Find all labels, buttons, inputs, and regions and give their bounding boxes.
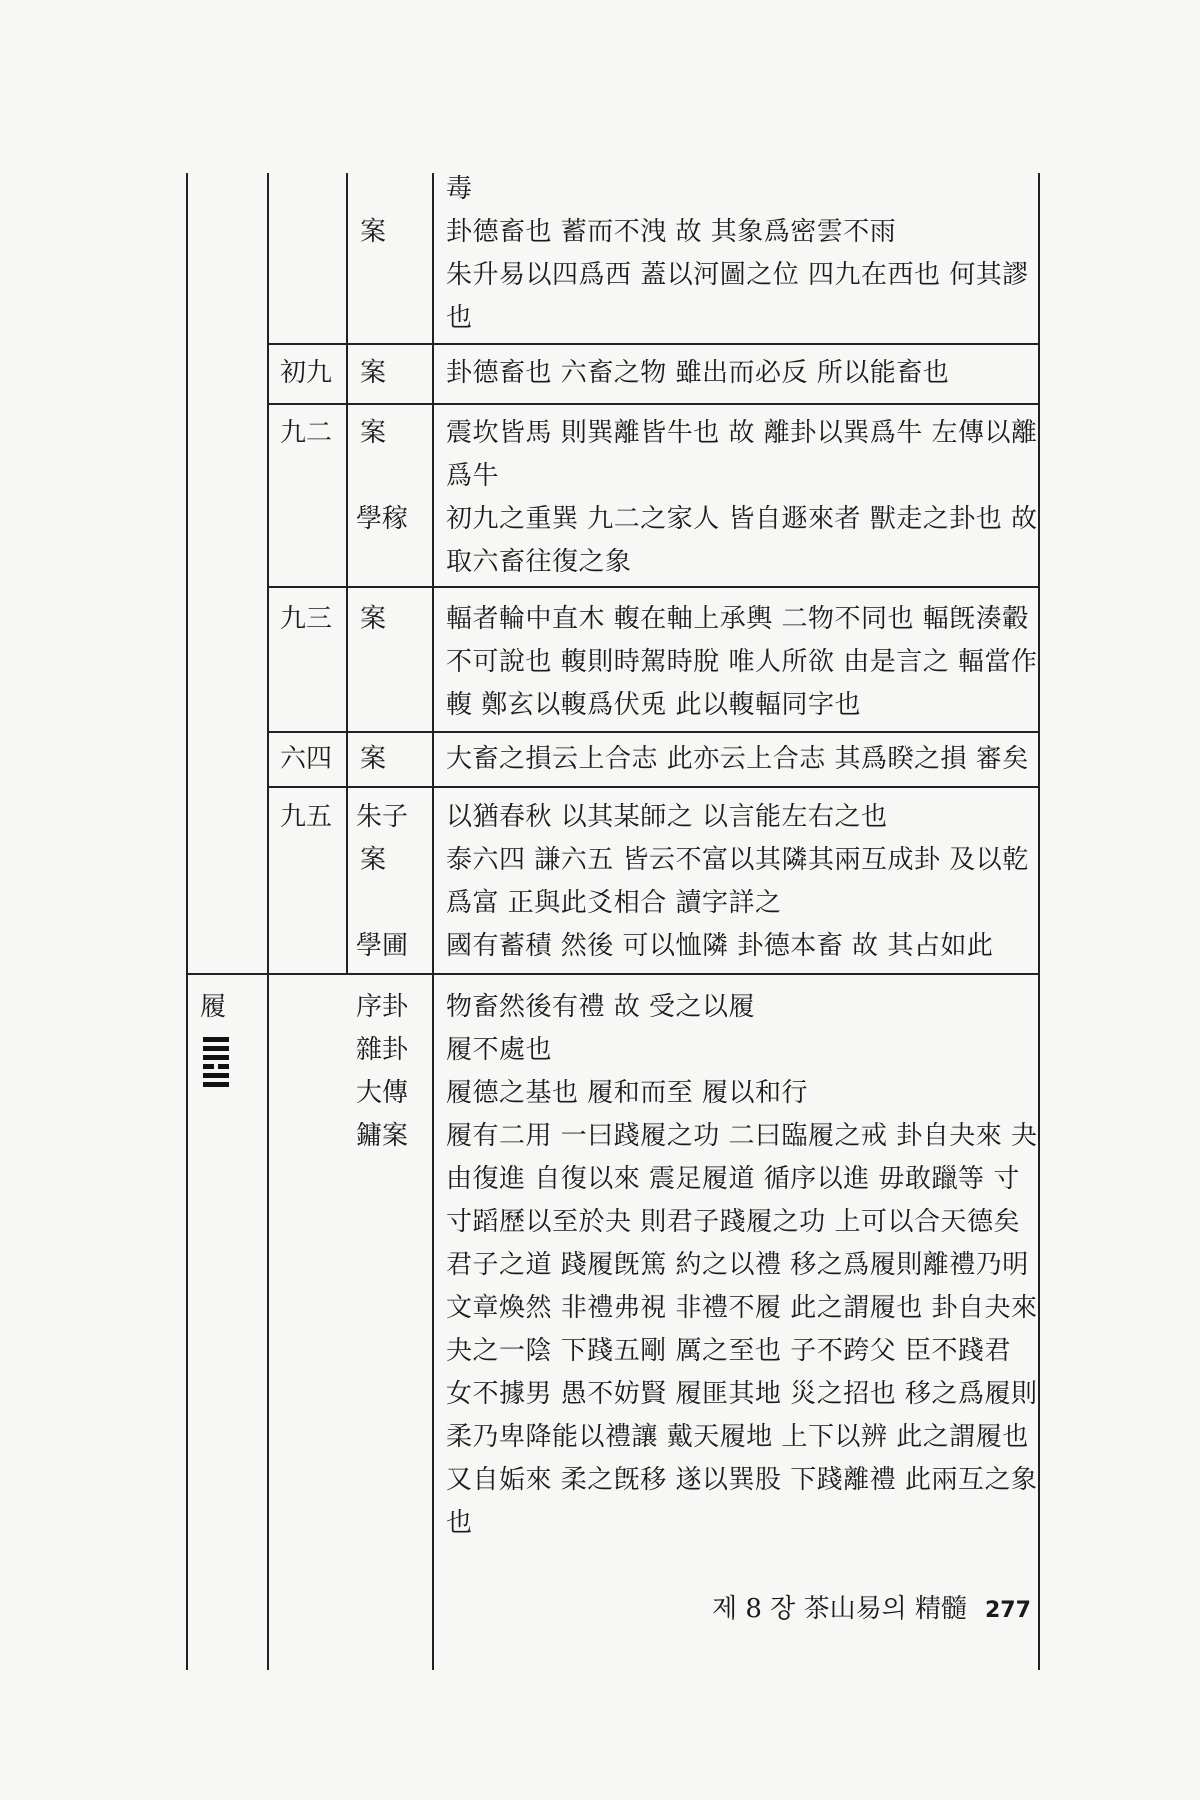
rule-row-2	[267, 403, 1040, 405]
text-line: 爲牛	[446, 461, 500, 491]
hexagram-line	[203, 1082, 229, 1087]
tag-cell: 學圃	[356, 931, 409, 961]
tag-cell: 案	[360, 418, 387, 448]
text-line: 柔乃卑降能以禮讓 戴天履地 上下以辨 此之謂履也	[446, 1422, 1029, 1452]
text-line: 物畜然後有禮 故 受之以履	[446, 992, 756, 1022]
rule-row-5	[267, 786, 1040, 788]
rule-right-outer	[1038, 173, 1040, 1670]
hexagram-line	[203, 1046, 229, 1051]
hexagram-line	[203, 1073, 229, 1078]
text-line: 毒	[446, 174, 473, 204]
page-number: 277	[984, 1598, 1031, 1623]
tag-cell: 學稼	[356, 504, 409, 534]
tag-cell: 案	[360, 744, 387, 774]
text-line: 泰六四 謙六五 皆云不富以其隣其兩互成卦 及以乾	[446, 845, 1029, 875]
hexagram-line	[203, 1055, 229, 1060]
tag-cell: 大傳	[356, 1078, 409, 1108]
text-line: 君子之道 踐履旣篤 約之以禮 移之爲履則離禮乃明	[446, 1250, 1029, 1280]
line-position-label: 九二	[280, 418, 333, 448]
line-position-label: 初九	[280, 358, 333, 388]
text-line: 又自姤來 柔之旣移 遂以巽股 下踐離禮 此兩互之象	[446, 1465, 1038, 1495]
line-position-label: 九五	[280, 802, 333, 832]
rule-row-6	[186, 973, 1040, 975]
text-line: 初九之重巽 九二之家人 皆自遯來者 獸走之卦也 故	[446, 504, 1038, 534]
text-line: 國有蓄積 然後 可以恤隣 卦德本畜 故 其占如此	[446, 931, 994, 961]
tag-cell: 鏞案	[356, 1121, 409, 1151]
text-line: 爲富 正與此爻相合 讀字詳之	[446, 888, 782, 918]
text-line: 履不處也	[446, 1035, 553, 1065]
hexagram-line	[203, 1064, 229, 1069]
text-line: 也	[446, 1508, 473, 1538]
text-line: 輻者輪中直木 輹在軸上承輿 二物不同也 輻旣湊轂	[446, 604, 1029, 634]
page-footer	[712, 1588, 1031, 1625]
rule-text-column	[432, 173, 434, 1670]
line-position-label: 九三	[280, 604, 333, 634]
rule-row-4	[267, 731, 1040, 733]
line-position-label: 六四	[280, 744, 333, 774]
text-line: 履德之基也 履和而至 履以和行	[446, 1078, 809, 1108]
rule-row-1	[267, 343, 1040, 345]
text-line: 也	[446, 303, 473, 333]
hexagram-name: 履	[200, 992, 227, 1022]
text-line: 卦德畜也 六畜之物 雖出而必反 所以能畜也	[446, 358, 950, 388]
text-line: 寸蹈歷以至於夬 則君子踐履之功 上可以合天德矣	[446, 1207, 1021, 1237]
rule-left-outer	[186, 173, 188, 1670]
text-line: 文章煥然 非禮弗視 非禮不履 此之謂履也 卦自夬來	[446, 1293, 1038, 1323]
rule-tag-column	[346, 173, 348, 975]
tag-cell: 案	[360, 217, 387, 247]
text-line: 輹 鄭玄以輹爲伏兎 此以輹輻同字也	[446, 690, 862, 720]
text-line: 由復進 自復以來 震足履道 循序以進 毋敢躐等 寸	[446, 1164, 1020, 1194]
tag-cell: 案	[360, 845, 387, 875]
tag-cell: 案	[360, 358, 387, 388]
text-line: 朱升易以四爲西 蓋以河圖之位 四九在西也 何其謬	[446, 260, 1029, 290]
text-line: 取六畜往復之象	[446, 547, 632, 577]
tag-cell: 序卦	[356, 992, 409, 1022]
lu-hexagram-icon	[203, 1037, 229, 1091]
tag-cell: 雜卦	[356, 1035, 409, 1065]
text-line: 震坎皆馬 則巽離皆牛也 故 離卦以巽爲牛 左傳以離	[446, 418, 1038, 448]
text-line: 履有二用 一曰踐履之功 二曰臨履之戒 卦自夬來 夬	[446, 1121, 1038, 1151]
text-line: 不可說也 輹則時駕時脫 唯人所欲 由是言之 輻當作	[446, 647, 1038, 677]
rule-row-3	[267, 586, 1040, 588]
chapter-title: 제 8 장 茶山易의 精髓	[712, 1594, 967, 1624]
tag-cell: 案	[360, 604, 387, 634]
rule-pos-column	[267, 173, 269, 1670]
text-line: 大畜之損云上合志 此亦云上合志 其爲睽之損 審矣	[446, 744, 1029, 774]
text-line: 女不據男 愚不妨賢 履匪其地 災之招也 移之爲履則	[446, 1379, 1038, 1409]
hexagram-line	[203, 1037, 229, 1042]
text-line: 卦德畜也 蓄而不洩 故 其象爲密雲不雨	[446, 217, 897, 247]
text-line: 夬之一陰 下踐五剛 厲之至也 子不跨父 臣不踐君	[446, 1336, 1012, 1366]
tag-cell: 朱子	[356, 802, 409, 832]
text-line: 以猶春秋 以其某師之 以言能左右之也	[446, 802, 888, 832]
